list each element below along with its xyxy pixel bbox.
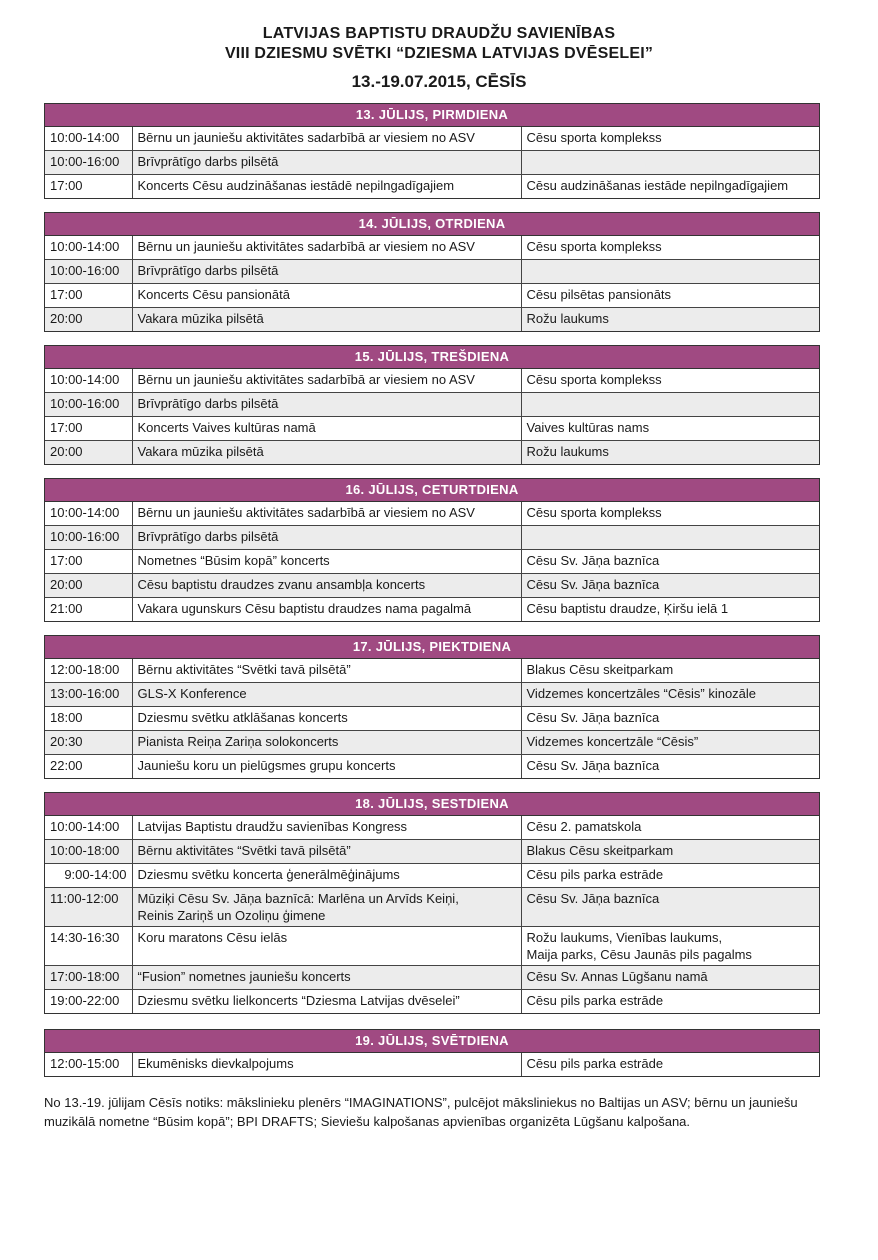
table-row (45, 236, 819, 260)
place-cell: Cēsu pils parka estrāde (521, 990, 819, 1014)
table-row (45, 260, 819, 284)
place-cell: Cēsu pilsētas pansionāts (521, 284, 819, 308)
time-cell: 10:00-14:00 (45, 369, 132, 393)
time-cell: 14:30-16:30 (45, 927, 132, 966)
day-section (44, 103, 820, 199)
event-cell: Bērnu un jauniešu aktivitātes sadarbībā ar viesiem no ASV (132, 369, 521, 393)
time-cell: 17:00-18:00 (45, 966, 132, 990)
day-title: 19. JŪLIJS, SVĒTDIENA (45, 1030, 819, 1053)
time-cell: 22:00 (45, 755, 132, 779)
table-row (45, 864, 819, 888)
time-cell: 17:00 (45, 175, 132, 199)
time-cell: 17:00 (45, 417, 132, 441)
time-cell: 10:00-14:00 (45, 236, 132, 260)
event-cell: Bērnu un jauniešu aktivitātes sadarbībā ar viesiem no ASV (132, 127, 521, 151)
event-cell: Koncerts Cēsu audzināšanas iestādē nepilngadīgajiem (132, 175, 521, 199)
time-cell: 17:00 (45, 550, 132, 574)
day-title: 13. JŪLIJS, PIRMDIENA (45, 104, 819, 127)
event-cell: Koncerts Cēsu pansionātā (132, 284, 521, 308)
header-organization: LATVIJAS BAPTISTU DRAUDŽU SAVIENĪBAS (262, 25, 616, 42)
table-row (45, 659, 819, 683)
table-row (45, 888, 819, 927)
document-header (0, 24, 878, 94)
place-cell (521, 526, 819, 550)
time-cell: 10:00-14:00 (45, 127, 132, 151)
event-cell: Dziesmu svētku koncerta ģenerālmēģinājums (132, 864, 521, 888)
day-section (44, 345, 820, 465)
event-cell: Brīvprātīgo darbs pilsētā (132, 526, 521, 550)
place-cell: Cēsu Sv. Jāņa baznīca (521, 574, 819, 598)
place-cell: Cēsu Sv. Jāņa baznīca (521, 888, 819, 927)
day-schedule-table (45, 1053, 819, 1076)
time-cell: 12:00-18:00 (45, 659, 132, 683)
time-cell: 17:00 (45, 284, 132, 308)
place-cell: Cēsu pils parka estrāde (521, 864, 819, 888)
table-row (45, 683, 819, 707)
place-cell: Cēsu Sv. Jāņa baznīca (521, 707, 819, 731)
day-schedule-table (45, 369, 819, 464)
place-cell (521, 393, 819, 417)
table-row (45, 441, 819, 465)
table-row (45, 574, 819, 598)
table-row (45, 731, 819, 755)
table-row (45, 755, 819, 779)
event-cell: Jauniešu koru un pielūgsmes grupu koncerts (132, 755, 521, 779)
day-title: 16. JŪLIJS, CETURTDIENA (45, 479, 819, 502)
table-row (45, 369, 819, 393)
table-row (45, 526, 819, 550)
table-row (45, 175, 819, 199)
table-row (45, 502, 819, 526)
event-cell: Koncerts Vaives kultūras namā (132, 417, 521, 441)
place-cell: Cēsu sporta komplekss (521, 236, 819, 260)
place-cell: Blakus Cēsu skeitparkam (521, 840, 819, 864)
event-cell: Bērnu un jauniešu aktivitātes sadarbībā ar viesiem no ASV (132, 236, 521, 260)
table-row (45, 927, 819, 966)
event-cell: Bērnu aktivitātes “Svētki tavā pilsētā” (132, 840, 521, 864)
event-cell: Brīvprātīgo darbs pilsētā (132, 151, 521, 175)
time-cell: 9:00-14:00 (45, 864, 132, 888)
place-cell: Cēsu Sv. Jāņa baznīca (521, 755, 819, 779)
day-section (44, 212, 820, 332)
table-row (45, 966, 819, 990)
time-cell: 20:00 (45, 308, 132, 332)
day-section (44, 1029, 820, 1077)
place-cell: Cēsu Sv. Jāņa baznīca (521, 550, 819, 574)
event-cell: Vakara mūzika pilsētā (132, 308, 521, 332)
event-cell: Bērnu aktivitātes “Svētki tavā pilsētā” (132, 659, 521, 683)
event-cell: Cēsu baptistu draudzes zvanu ansambļa koncerts (132, 574, 521, 598)
day-title: 18. JŪLIJS, SESTDIENA (45, 793, 819, 816)
place-cell: Vidzemes koncertzāle “Cēsis” (521, 731, 819, 755)
event-cell: Latvijas Baptistu draudžu savienības Kongress (132, 816, 521, 840)
day-section (44, 635, 820, 779)
footnote: No 13.-19. jūlijam Cēsīs notiks: mākslinieku plenērs “IMAGINATIONS”, pulcējot māksliniekus no Baltijas un ASV; bērnu un jauniešu muzikālā nometne “Būsim kopā”; BPI DRAFTS; Sieviešu kalpošanas apvienības organizēta Lūgšanu kalpošana. (44, 1095, 798, 1129)
event-cell: “Fusion” nometnes jauniešu koncerts (132, 966, 521, 990)
place-cell: Vaives kultūras nams (521, 417, 819, 441)
time-cell: 20:00 (45, 574, 132, 598)
time-cell: 10:00-16:00 (45, 260, 132, 284)
time-cell: 20:30 (45, 731, 132, 755)
day-schedule-table (45, 236, 819, 331)
place-cell: Rožu laukums (521, 441, 819, 465)
time-cell: 18:00 (45, 707, 132, 731)
place-cell: Cēsu sporta komplekss (521, 127, 819, 151)
place-cell: Rožu laukums, Vienības laukums, Maija parks, Cēsu Jaunās pils pagalms (521, 927, 819, 966)
table-row (45, 707, 819, 731)
day-title: 15. JŪLIJS, TREŠDIENA (45, 346, 819, 369)
place-cell (521, 260, 819, 284)
table-row (45, 816, 819, 840)
event-cell: Brīvprātīgo darbs pilsētā (132, 393, 521, 417)
table-row (45, 308, 819, 332)
time-cell: 12:00-15:00 (45, 1053, 132, 1076)
table-row (45, 990, 819, 1014)
event-cell: Bērnu un jauniešu aktivitātes sadarbībā ar viesiem no ASV (132, 502, 521, 526)
event-cell: Koru maratons Cēsu ielās (132, 927, 521, 966)
day-schedule-table (45, 127, 819, 198)
time-cell: 13:00-16:00 (45, 683, 132, 707)
place-cell: Cēsu pils parka estrāde (521, 1053, 819, 1076)
time-cell: 20:00 (45, 441, 132, 465)
event-cell: Dziesmu svētku lielkoncerts “Dziesma Latvijas dvēselei” (132, 990, 521, 1014)
place-cell: Rožu laukums (521, 308, 819, 332)
event-cell: Pianista Reiņa Zariņa solokoncerts (132, 731, 521, 755)
table-row (45, 598, 819, 622)
day-title: 17. JŪLIJS, PIEKTDIENA (45, 636, 819, 659)
time-cell: 10:00-14:00 (45, 502, 132, 526)
place-cell: Cēsu 2. pamatskola (521, 816, 819, 840)
time-cell: 10:00-16:00 (45, 393, 132, 417)
time-cell: 10:00-16:00 (45, 151, 132, 175)
place-cell: Cēsu Sv. Annas Lūgšanu namā (521, 966, 819, 990)
time-cell: 19:00-22:00 (45, 990, 132, 1014)
time-cell: 10:00-18:00 (45, 840, 132, 864)
event-cell: GLS-X Konference (132, 683, 521, 707)
event-cell: Vakara ugunskurs Cēsu baptistu draudzes nama pagalmā (132, 598, 521, 622)
table-row (45, 127, 819, 151)
table-row (45, 1053, 819, 1076)
table-row (45, 417, 819, 441)
day-schedule-table (45, 816, 819, 1013)
place-cell: Blakus Cēsu skeitparkam (521, 659, 819, 683)
table-row (45, 151, 819, 175)
table-row (45, 840, 819, 864)
table-row (45, 284, 819, 308)
time-cell: 21:00 (45, 598, 132, 622)
event-cell: Mūziķi Cēsu Sv. Jāņa baznīcā: Marlēna un Arvīds Keiņi, Reinis Zariņš un Ozoliņu ģimene (132, 888, 521, 927)
time-cell: 10:00-14:00 (45, 816, 132, 840)
header-event-title: VIII DZIESMU SVĒTKI “DZIESMA LATVIJAS DVĒSELEI” (224, 45, 654, 62)
event-cell: Dziesmu svētku atklāšanas koncerts (132, 707, 521, 731)
place-cell (521, 151, 819, 175)
time-cell: 10:00-16:00 (45, 526, 132, 550)
place-cell: Vidzemes koncertzāles “Cēsis” kinozāle (521, 683, 819, 707)
event-cell: Nometnes “Būsim kopā” koncerts (132, 550, 521, 574)
day-schedule-table (45, 502, 819, 621)
day-schedule-table (45, 659, 819, 778)
day-section (44, 478, 820, 622)
place-cell: Cēsu audzināšanas iestāde nepilngadīgajiem (521, 175, 819, 199)
day-title: 14. JŪLIJS, OTRDIENA (45, 213, 819, 236)
place-cell: Cēsu sporta komplekss (521, 502, 819, 526)
event-cell: Ekumēnisks dievkalpojums (132, 1053, 521, 1076)
event-cell: Brīvprātīgo darbs pilsētā (132, 260, 521, 284)
place-cell: Cēsu baptistu draudze, Ķiršu ielā 1 (521, 598, 819, 622)
header-dates-location: 13.-19.07.2015, CĒSĪS (351, 72, 527, 91)
table-row (45, 393, 819, 417)
event-cell: Vakara mūzika pilsētā (132, 441, 521, 465)
time-cell: 11:00-12:00 (45, 888, 132, 927)
day-section (44, 792, 820, 1014)
place-cell: Cēsu sporta komplekss (521, 369, 819, 393)
table-row (45, 550, 819, 574)
